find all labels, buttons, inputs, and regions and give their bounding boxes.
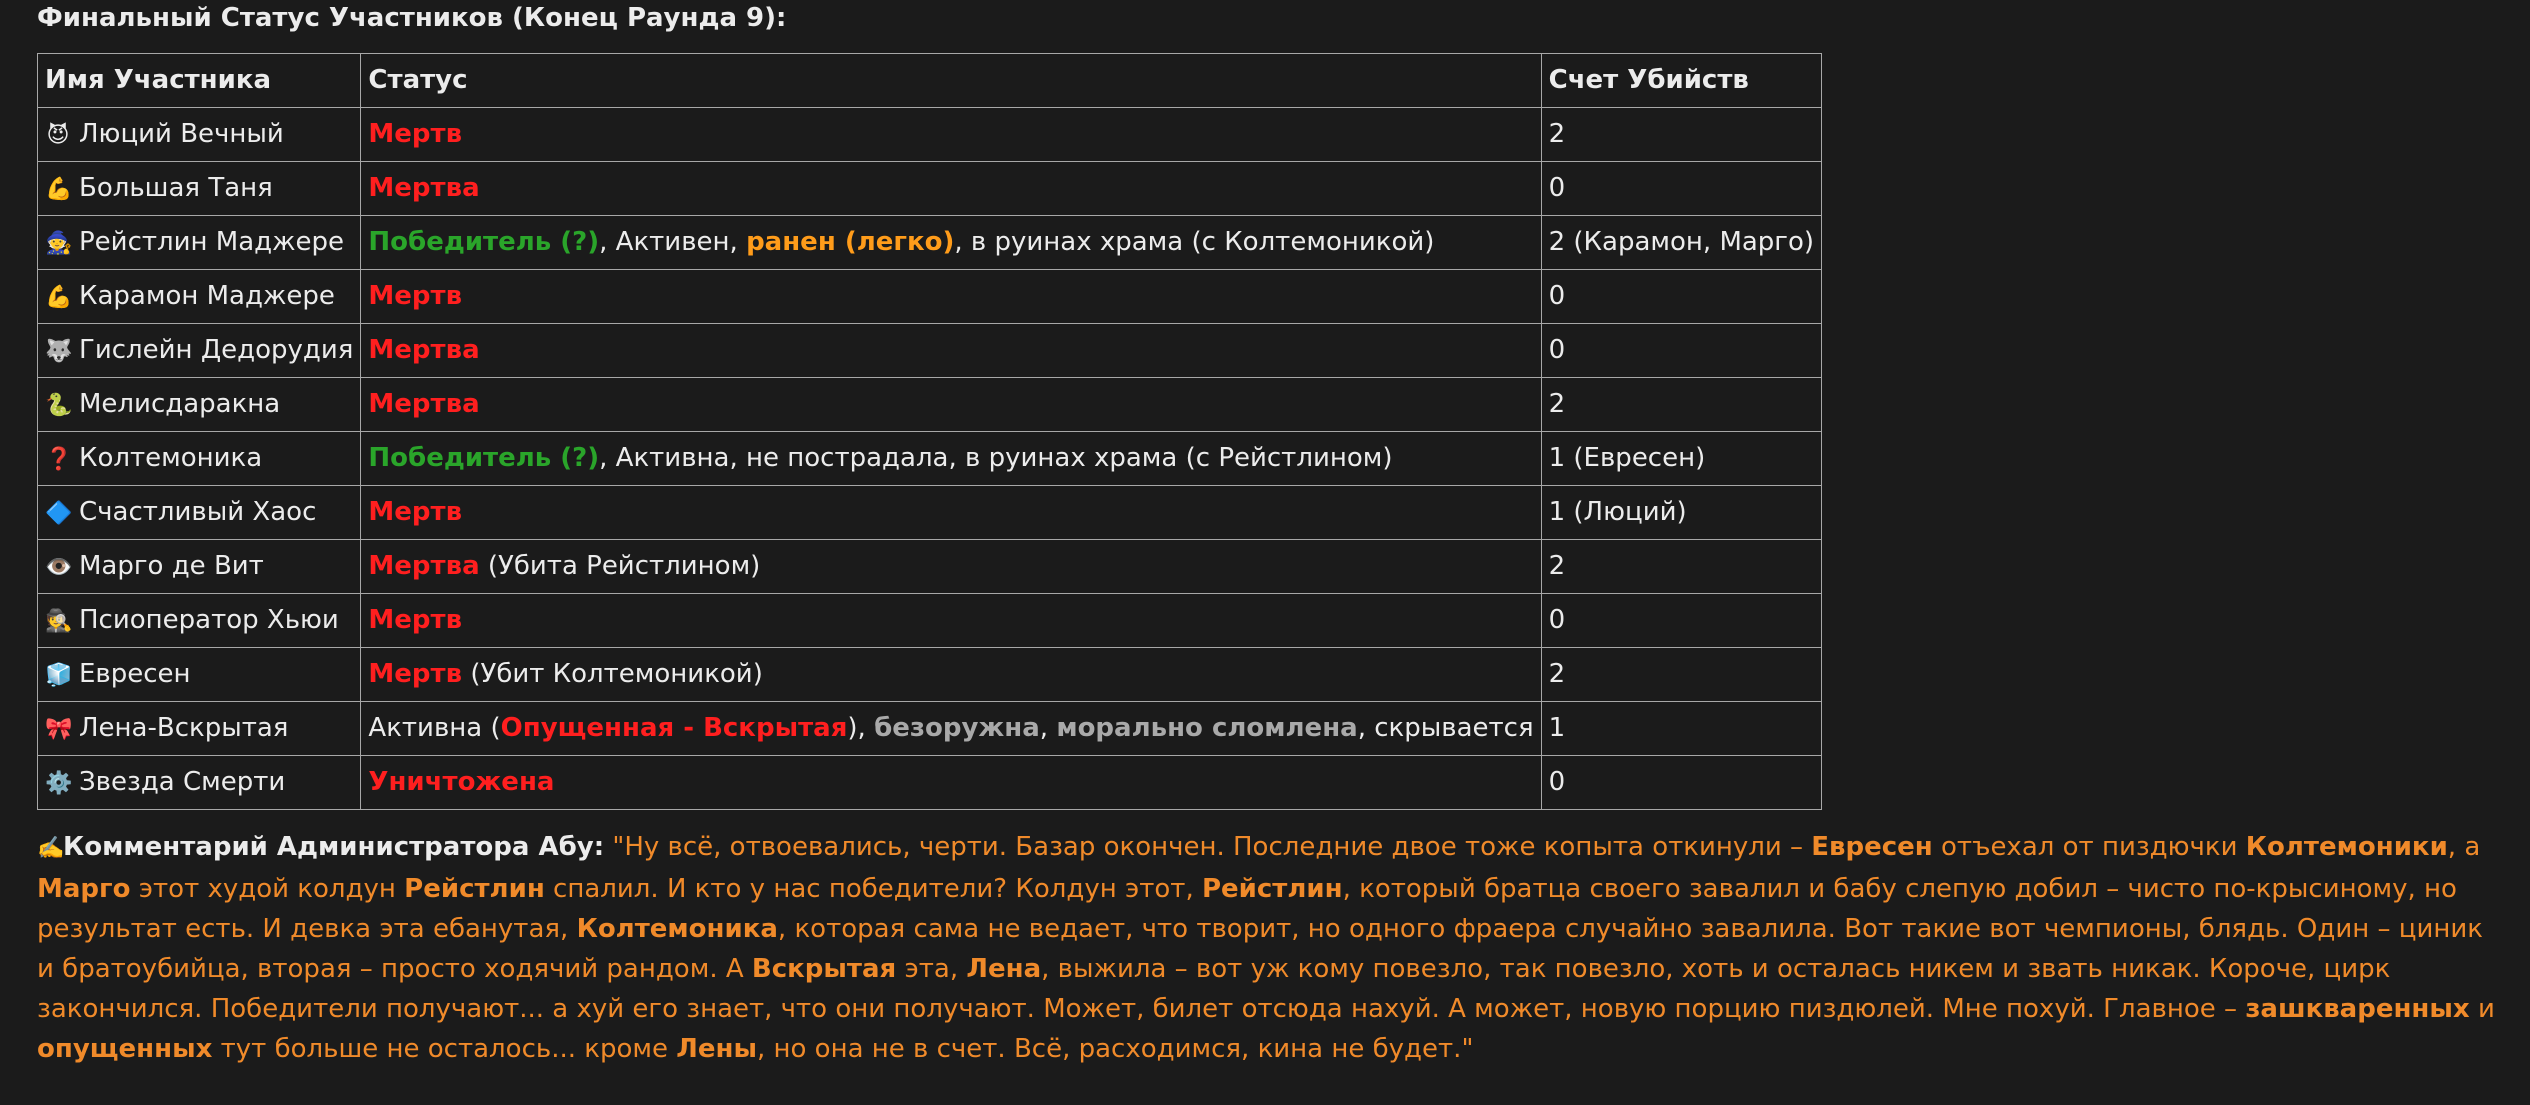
participant-status-cell [361,594,1541,648]
status-text: безоружна [874,713,1040,743]
kill-count: 2 (Карамон, Марго) [1541,216,1821,270]
participant-status-cell [361,216,1541,270]
participant-status-cell [361,648,1541,702]
snake-icon: 🐍 [45,393,73,418]
comment-fragment: и [2469,994,2495,1024]
kill-count: 0 [1541,162,1821,216]
status-text: Мертв [368,659,463,689]
status-text: ), [847,713,875,743]
death-star-icon: ⚙️ [45,771,73,796]
status-text: , Активен, [599,227,747,257]
participant-name: Счастливый Хаос [79,497,317,527]
page-title: Финальный Статус Участников (Конец Раунда 9): [37,3,787,33]
comment-label: Комментарий Администратора Абу: [63,832,605,862]
table-row [38,540,1822,594]
admin-comment [37,827,2507,1069]
comment-highlight: Рейстлин [404,874,545,904]
table-header-row [38,54,1822,108]
table-row [38,594,1822,648]
comment-highlight: Евресен [1811,832,1933,862]
participant-name-cell [38,270,361,324]
table-row [38,162,1822,216]
status-text: Мертва [368,389,480,419]
question-mark-icon: ❓ [45,447,73,472]
kill-count: 2 [1541,540,1821,594]
comment-fragment: спалил. И кто у нас победители? Колдун этот, [544,874,1202,904]
eye-icon: 👁️ [45,555,73,580]
participant-name-cell [38,486,361,540]
participant-name-cell [38,648,361,702]
participant-status-cell [361,324,1541,378]
status-text: Активна ( [368,713,501,743]
comment-fragment: отъехал от пиздючки [1932,832,2246,862]
participant-status-cell [361,378,1541,432]
participant-name: Звезда Смерти [79,767,286,797]
ice-cube-icon: 🧊 [45,663,73,688]
kill-count: 1 (Люций) [1541,486,1821,540]
participants-table [37,53,1822,810]
devil-icon: 😈 [46,123,70,148]
table-body [38,108,1822,810]
participant-status-cell [361,270,1541,324]
comment-highlight: Рейстлин [1201,874,1343,904]
mage-icon: 🧙 [45,231,73,256]
comment-highlight: Лены [676,1034,757,1064]
status-text: Уничтожена [368,767,555,797]
comment-fragment: , но она не в счет. Всё, расходимся, кина не будет." [756,1034,1474,1064]
participant-name: Псиоператор Хьюи [79,605,339,635]
table-row [38,648,1822,702]
comment-highlight: Лена [966,954,1042,984]
table-row [38,756,1822,810]
status-text: Победитель (?) [368,227,600,257]
comment-highlight: опущенных [37,1034,213,1064]
status-text: Мертва [368,173,480,203]
kill-count: 0 [1541,270,1821,324]
status-text: Мертв [368,281,463,311]
kill-count: 2 [1541,378,1821,432]
participant-name: Гислейн Дедорудия [79,335,354,365]
kill-count: 2 [1541,648,1821,702]
participant-name: Большая Таня [79,173,273,203]
kill-count: 2 [1541,108,1821,162]
comment-text [37,832,2495,1064]
comment-fragment: , выжила – вот уж кому повезло, так повезло, хоть и осталась никем и звать никак. Короче, цирк закончился. Победители получают... а хуй его знает, что они получают. Может, билет отсюда нахуй. А может, новую порцию пиздюлей. Мне похуй. Главное – [37,954,2391,1024]
comment-highlight: Вскрытая [751,954,897,984]
detective-icon: 🕵️ [45,609,73,634]
flexed-biceps-icon: 💪 [45,285,73,310]
header-name: Имя Участника [38,54,361,108]
table-row [38,270,1822,324]
participant-name: Люций Вечный [79,119,284,149]
participant-name-cell [38,378,361,432]
table-row [38,702,1822,756]
flexed-biceps-icon: 💪 [45,177,73,202]
participant-name-cell [38,108,361,162]
status-text: Победитель (?) [368,443,600,473]
participant-name-cell [38,324,361,378]
status-text: Мертв [368,497,463,527]
status-text: Мертва [368,551,480,581]
header-status: Статус [361,54,1541,108]
table-row [38,108,1822,162]
status-text: Опущенная - Вскрытая [500,713,848,743]
participant-name-cell [38,594,361,648]
status-text: (Убита Рейстлином) [479,551,761,581]
comment-highlight: Колтемоника [576,914,778,944]
status-text: , в руинах храма (с Колтемоникой) [954,227,1435,257]
comment-fragment: "Ну всё, отвоевались, черти. Базар окончен. Последние двое тоже копыта откинули – [604,832,1812,862]
participant-status-cell [361,486,1541,540]
participant-status-cell [361,756,1541,810]
participant-name-cell [38,432,361,486]
writing-hand-icon: ✍️ [37,836,65,861]
kill-count: 1 (Евресен) [1541,432,1821,486]
kill-count: 0 [1541,324,1821,378]
participant-status-cell [361,702,1541,756]
header-kills: Счет Убийств [1541,54,1821,108]
participant-name: Лена-Вскрытая [79,713,289,743]
status-text: морально сломлена [1056,713,1358,743]
comment-highlight: зашкваренных [2245,994,2470,1024]
status-text: Мертв [368,119,463,149]
participant-name-cell [38,540,361,594]
comment-fragment: эта, [896,954,967,984]
participant-name-cell [38,162,361,216]
participant-status-cell [361,432,1541,486]
status-text: Мертва [368,335,480,365]
participant-name: Колтемоника [79,443,263,473]
ribbon-icon: 🎀 [45,717,73,742]
comment-highlight: Марго [37,874,131,904]
comment-fragment: тут больше не осталось... кроме [212,1034,677,1064]
kill-count: 0 [1541,594,1821,648]
participant-status-cell [361,162,1541,216]
table-row [38,486,1822,540]
page-content [37,0,2507,1069]
status-text: , скрывается [1357,713,1534,743]
status-text: , [1039,713,1057,743]
comment-fragment: , которая сама не ведает, что творит, но одного фраера случайно завалила. Вот такие вот чемпионы, блядь. Один – циник и братоубийца, вторая – просто ходячий рандом. А [37,914,2483,984]
status-text: ранен (легко) [746,227,955,257]
table-row [38,324,1822,378]
table-row [38,216,1822,270]
blue-flame-icon: 🔷 [45,501,73,526]
participant-name: Марго де Вит [79,551,264,581]
participant-name-cell [38,216,361,270]
table-row [38,432,1822,486]
participant-name: Евресен [79,659,191,689]
kill-count: 1 [1541,702,1821,756]
comment-highlight: Колтемоники [2245,832,2448,862]
comment-fragment: , который братца своего завалил и бабу слепую добил – чисто по-крысиному, но результат есть. И девка эта ебанутая, [37,874,2457,944]
participant-name-cell [38,756,361,810]
status-text: (Убит Колтемоникой) [462,659,763,689]
status-text: Мертв [368,605,463,635]
kill-count: 0 [1541,756,1821,810]
participant-name: Мелисдаракна [79,389,281,419]
comment-fragment: этот худой колдун [130,874,405,904]
participant-name: Рейстлин Маджере [79,227,345,257]
comment-fragment: , а [2447,832,2481,862]
wolf-icon: 🐺 [45,339,73,364]
participant-name: Карамон Маджере [79,281,335,311]
table-row [38,378,1822,432]
participant-name-cell [38,702,361,756]
participant-status-cell [361,108,1541,162]
status-text: , Активна, не пострадала, в руинах храма (с Рейстлином) [599,443,1393,473]
participant-status-cell [361,540,1541,594]
